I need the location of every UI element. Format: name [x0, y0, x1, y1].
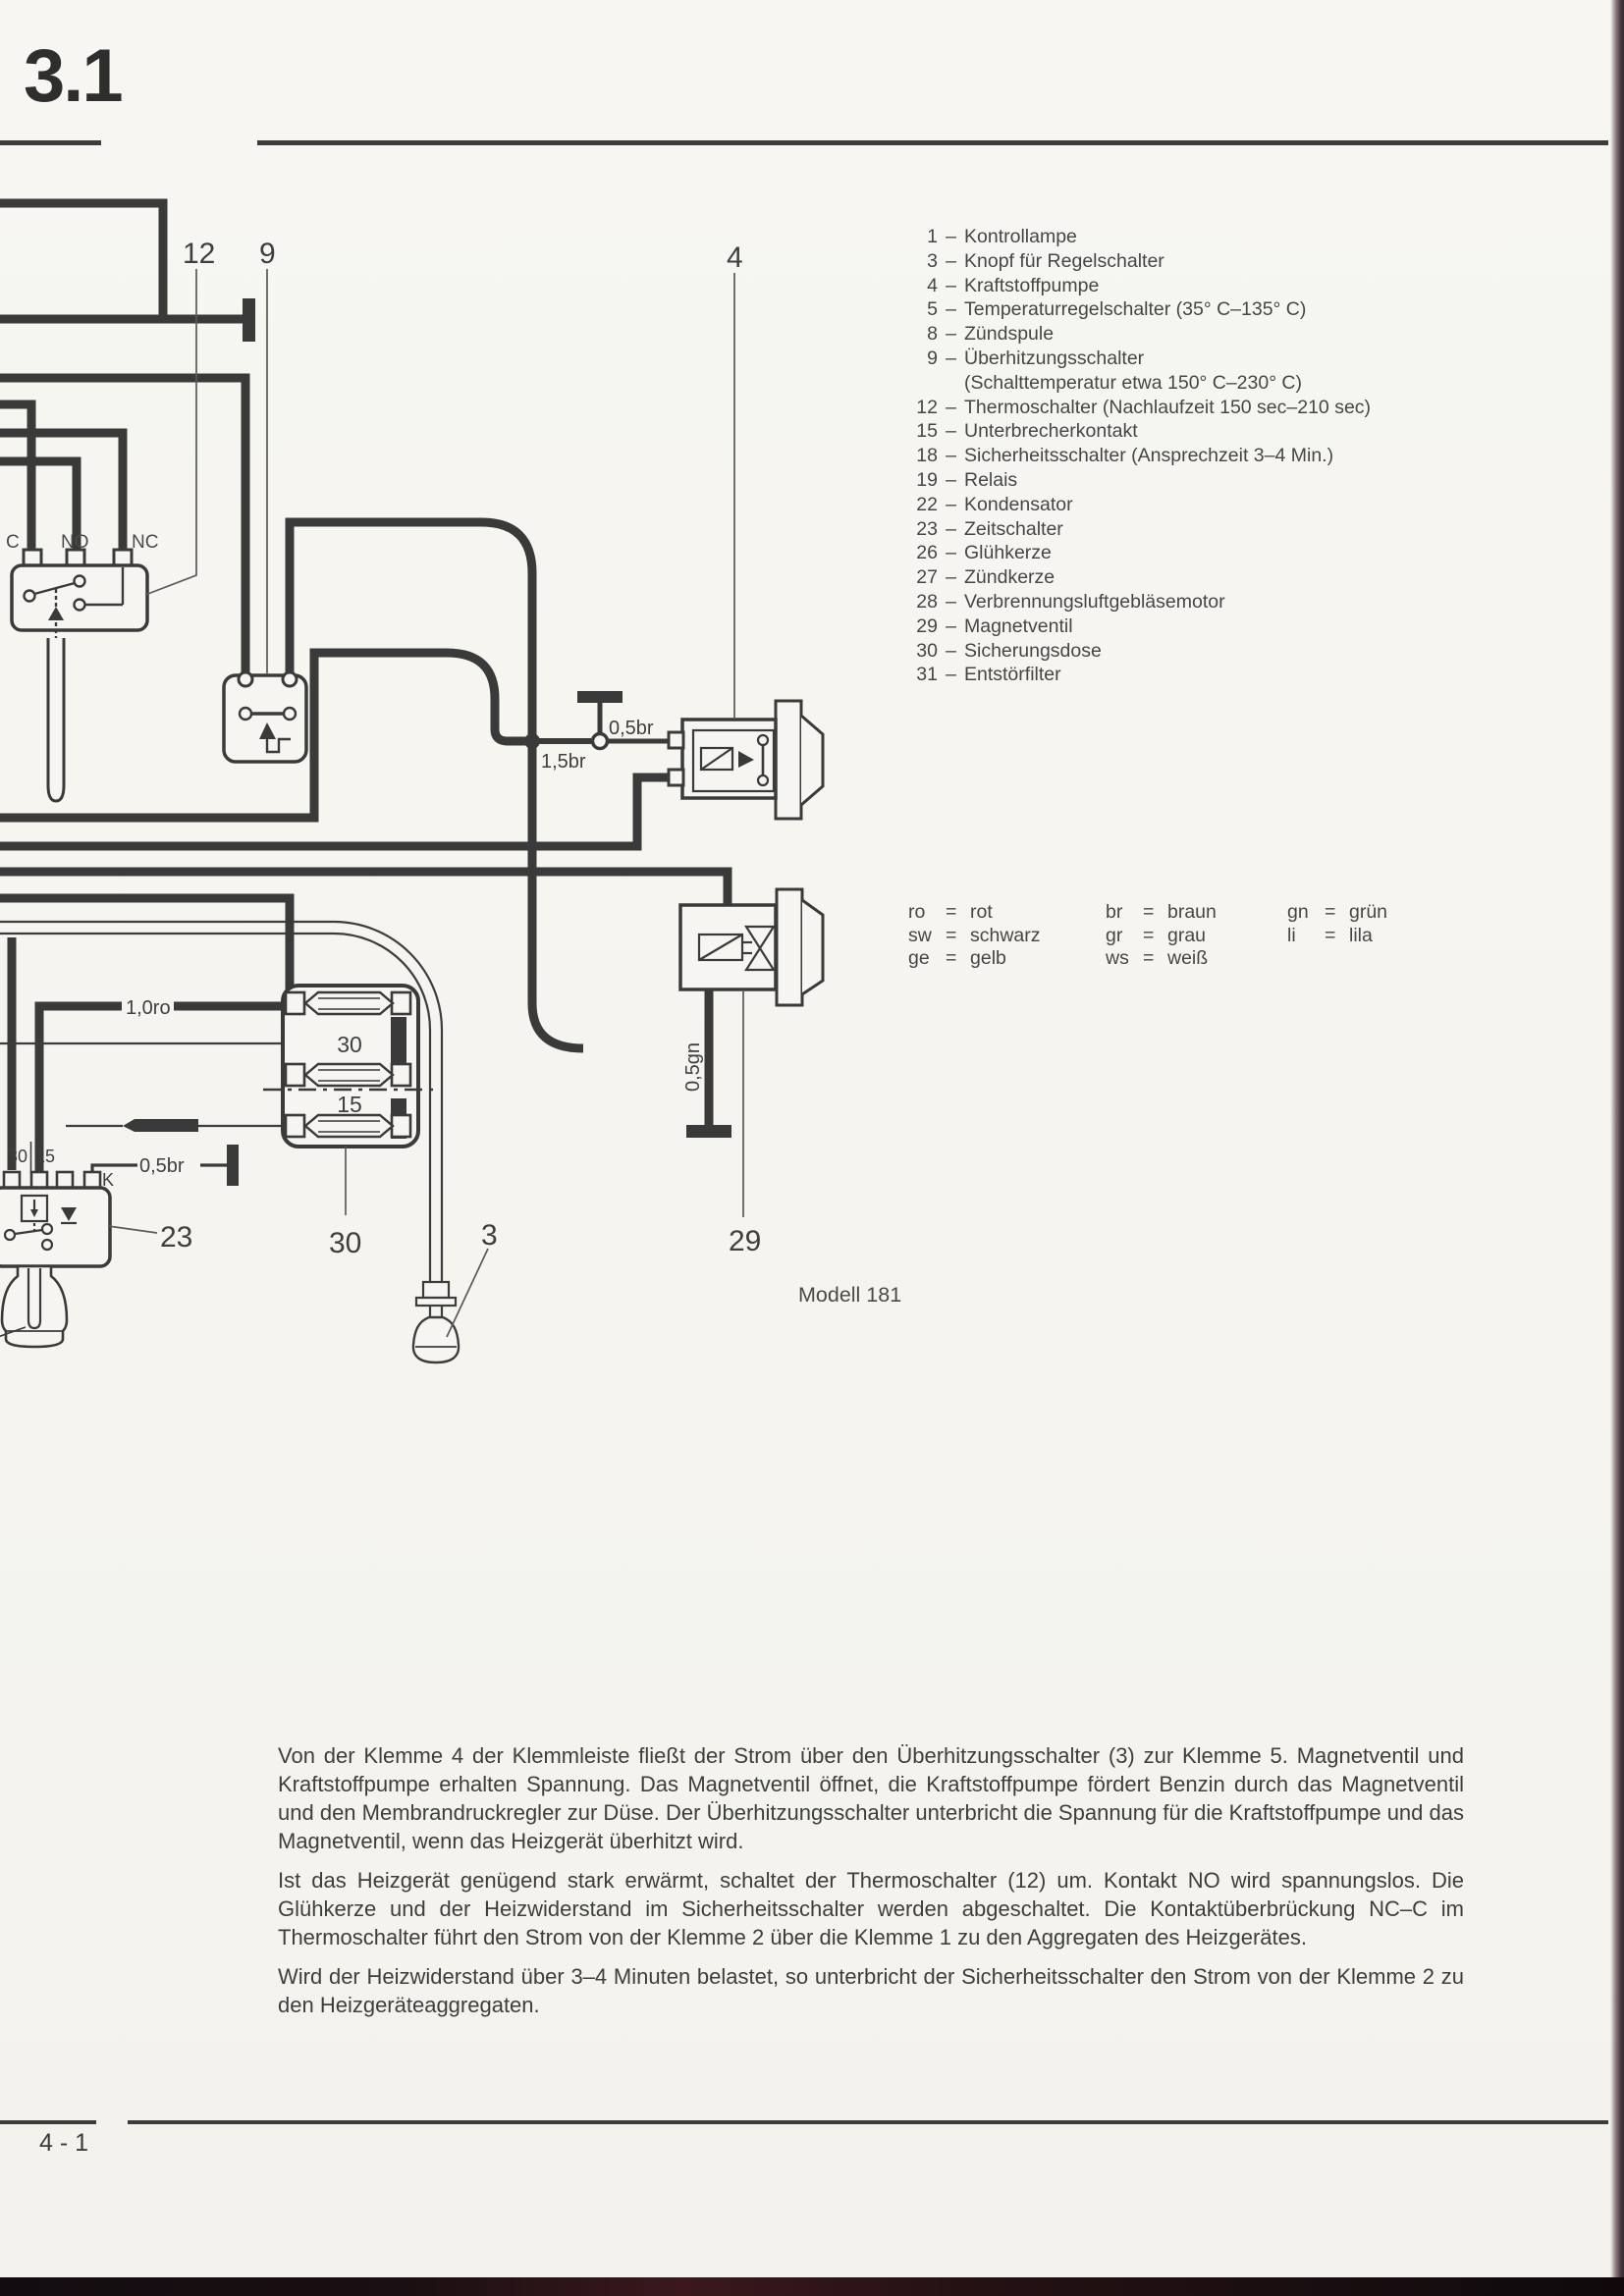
color-code-entry: ws = weiß	[1106, 947, 1209, 970]
contact-label-no: NO	[61, 532, 89, 553]
wire-label-15br: 1,5br	[541, 751, 586, 773]
model-note: Modell 181	[798, 1283, 902, 1307]
legend-item-continuation: (Schalttemperatur etwa 150° C–230° C)	[964, 371, 1303, 394]
description-text	[278, 1741, 1464, 2030]
wire-label-10ro: 1,0ro	[126, 997, 171, 1019]
section-number: 3.1	[24, 34, 122, 118]
fuel-pump-4	[669, 701, 823, 819]
color-code-entry: li = lila	[1287, 924, 1373, 946]
ground-bar-valve	[686, 1125, 731, 1138]
color-code-entry: sw = schwarz	[908, 924, 1041, 946]
callout-knob: 3	[481, 1219, 498, 1252]
overheat-switch-9	[224, 672, 306, 762]
thermoswitch-12	[12, 550, 147, 801]
color-code-column-1	[908, 901, 1041, 971]
terminal-bar-top	[243, 298, 255, 342]
callout-time-switch: 23	[160, 1221, 193, 1254]
color-code-entry: ge = gelb	[908, 947, 1006, 970]
color-code-column-3	[1287, 901, 1387, 947]
color-code-column-2	[1106, 901, 1217, 971]
sensing-bulb	[48, 638, 64, 801]
wire-label-05br-pump: 0,5br	[609, 718, 654, 739]
callout-thermoswitch: 12	[183, 238, 216, 270]
legend-item: 15 – Unterbrecherkontakt	[916, 420, 1138, 443]
legend-item: 30 – Sicherungsdose	[916, 639, 1102, 662]
timer-terminal-30: 30	[7, 1147, 27, 1166]
wire-label-05br-timer: 0,5br	[139, 1155, 185, 1177]
color-code-entry: gr = grau	[1106, 924, 1207, 946]
fuse-label-15: 15	[337, 1092, 362, 1117]
footer-rule-left	[0, 2120, 96, 2124]
paragraph-1: Von der Klemme 4 der Klemmleiste fließt der Strom über den Überhitzungsschalter (3) zur Klemme 5. Magnetventil und Kraftstoffpumpe erhalten Spannung. Das Magnetventil öffnet, die Kraftstoffpumpe fördert Benzin durch das Magnetventil und den Membrandruckregler zur Düse. Der Überhitzungsschalter unterbricht die Spannung für die Kraftstoffpumpe und das Magnetventil, wenn das Heizgerät überhitzt wird.	[278, 1743, 1464, 1853]
time-switch-23	[0, 1142, 110, 1347]
callout-fuel-pump: 4	[727, 241, 743, 274]
connector-circle	[593, 734, 608, 749]
timer-terminal-15: 15	[35, 1147, 56, 1166]
page-number: 4 - 1	[39, 2129, 89, 2157]
legend-item: 3 – Knopf für Regelschalter	[927, 249, 1164, 272]
terminal-bar-pump	[577, 691, 623, 703]
fuse-label-30: 30	[337, 1032, 362, 1057]
legend-item: 22 – Kondensator	[916, 493, 1073, 515]
legend-item: 26 – Glühkerze	[916, 542, 1052, 564]
callout-overheat-switch: 9	[259, 238, 276, 270]
solenoid-valve-29	[680, 889, 823, 1005]
color-code-entry: br = braun	[1106, 901, 1217, 923]
parts-legend	[884, 225, 1492, 687]
contact-label-nc: NC	[132, 532, 159, 553]
legend-item: 27 – Zündkerze	[916, 566, 1056, 589]
legend-item: 12 – Thermoschalter (Nachlaufzeit 150 sec–210 sec)	[916, 396, 1372, 418]
fuse-box-30	[263, 986, 440, 1147]
contact-label-c: C	[6, 532, 20, 553]
legend-item: 5 – Temperaturregelschalter (35° C–135° C)	[927, 298, 1307, 321]
paragraph-3: Wird der Heizwiderstand über 3–4 Minuten belastet, so unterbricht der Sicherheitsschalter den Strom von der Klemme 2 zu den Heizgeräteaggregaten.	[278, 1964, 1464, 2017]
timer-terminal-k: K	[102, 1170, 115, 1190]
terminal-bar-timer	[227, 1145, 239, 1186]
legend-item: 28 – Verbrennungsluftgebläsemotor	[916, 590, 1225, 613]
legend-item: 8 – Zündspule	[927, 323, 1055, 346]
legend-item: 19 – Relais	[916, 468, 1018, 491]
leader-lines	[108, 269, 743, 1337]
legend-item: 4 – Kraftstoffpumpe	[927, 274, 1100, 296]
scan-bottom-bar	[0, 2277, 1624, 2296]
legend-item: 1 – Kontrollampe	[927, 226, 1077, 247]
legend-item: 31 – Entstörfilter	[916, 664, 1061, 686]
callout-solenoid-valve: 29	[729, 1225, 762, 1257]
resistor-element	[123, 1119, 198, 1132]
legend-item: 9 – Überhitzungsschalter	[927, 347, 1145, 369]
control-knob-3	[413, 1282, 459, 1362]
legend-item: 29 – Magnetventil	[916, 614, 1073, 637]
page-edge-shadow	[1610, 0, 1624, 2279]
callout-fuse-box: 30	[329, 1227, 362, 1259]
footer-rule-right	[128, 2120, 1608, 2124]
legend-item: 18 – Sicherheitsschalter (Ansprechzeit 3–4 Min.)	[916, 445, 1334, 467]
paragraph-2: Ist das Heizgerät genügend stark erwärmt, schaltet der Thermoschalter (12) um. Kontakt NO wird spannungslos. Die Glühkerze und der Heizwiderstand im Sicherheitsschalter werden abgeschaltet. Die Kontaktüberbrückung NC–C im Thermoschalter führt den Strom von der Klemme 2 über die Klemme 1 zu den Aggregaten des Heizgerätes.	[278, 1868, 1464, 1949]
legend-item: 23 – Zeitschalter	[916, 517, 1063, 540]
wire-label-05gn: 0,5gn	[682, 1041, 704, 1092]
color-code-entry: ro = rot	[908, 901, 993, 923]
color-code-entry: gn = grün	[1287, 901, 1388, 923]
wire-junction-dot	[524, 733, 540, 749]
